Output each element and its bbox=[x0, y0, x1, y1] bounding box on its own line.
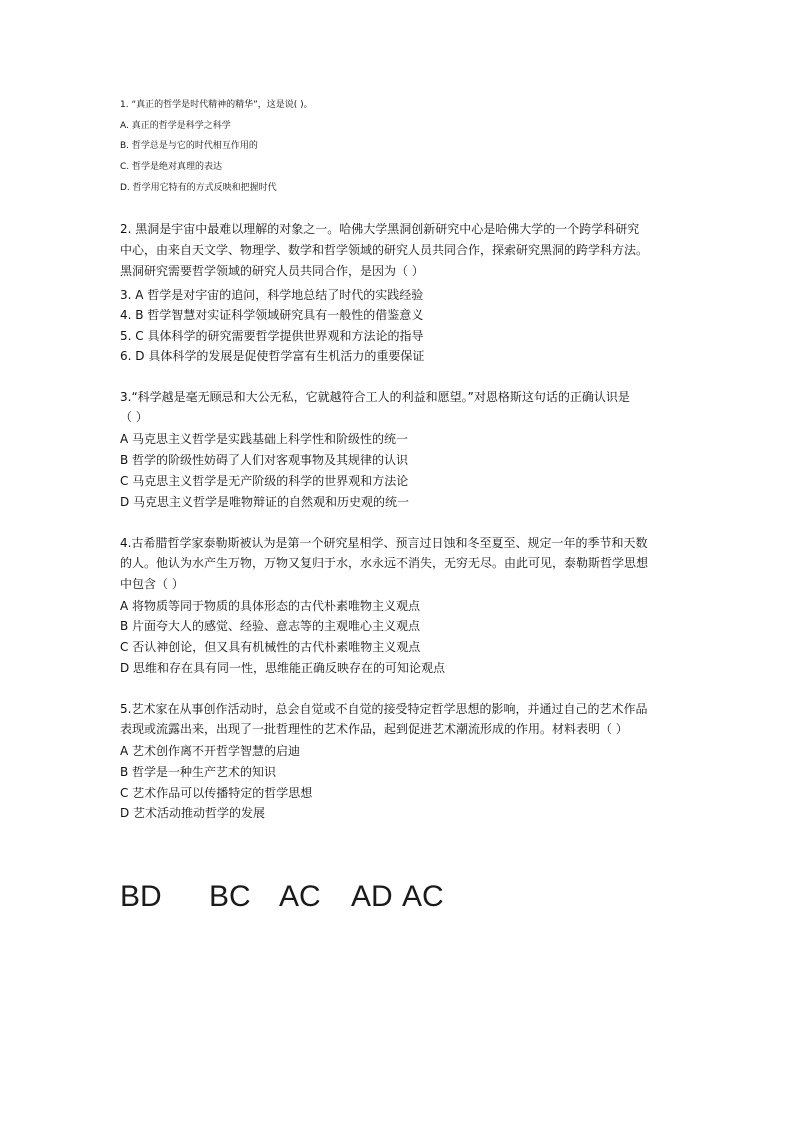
question-5-option-d: D 艺术活动推动哲学的发展 bbox=[120, 806, 266, 820]
question-4-option-c: C 否认神创论，但又具有机械性的古代朴素唯物主义观点 bbox=[120, 640, 421, 654]
answer-4: AD bbox=[351, 880, 393, 913]
question-4-option-d: D 思维和存在具有同一性，思维能正确反映存在的可知论观点 bbox=[120, 661, 446, 675]
question-3-option-a: A 马克思主义哲学是实践基础上科学性和阶级性的统一 bbox=[120, 432, 409, 446]
question-2-option-c: 5. C 具体科学的研究需要哲学提供世界观和方法论的指导 bbox=[120, 329, 424, 343]
question-5-option-b: B 哲学是一种生产艺术的知识 bbox=[120, 765, 277, 779]
question-1-option-a: A. 真正的哲学是科学之科学 bbox=[120, 121, 231, 131]
question-1-option-c: C. 哲学是绝对真理的表达 bbox=[120, 162, 223, 172]
question-5-option-c: C 艺术作品可以传播特定的哲学思想 bbox=[120, 786, 313, 800]
question-5-stem-line-2: 表现或流露出来，出现了一批哲理性的艺术作品，起到促进艺术潮流形成的作用。材料表明（ ） bbox=[120, 722, 628, 736]
question-1-stem: 1. “真正的哲学是时代精神的精华”，这是说( )。 bbox=[120, 100, 313, 110]
question-3-stem-line-1: 3.“科学越是毫无顾忌和大公无私，它就越符合工人的利益和愿望。”对恩格斯这句话的正确认识是 bbox=[120, 390, 630, 404]
question-2-option-b: 4. B 哲学智慧对实证科学领域研究具有一般性的借鉴意义 bbox=[120, 308, 424, 322]
question-4-stem-line-1: 4.古希腊哲学家泰勒斯被认为是第一个研究星相学、预言过日蚀和冬至夏至、规定一年的季节和天数 bbox=[120, 536, 648, 550]
question-2-stem-line-1: 2. 黑洞是宇宙中最难以理解的对象之一。哈佛大学黑洞创新研究中心是哈佛大学的一个跨学科研究 bbox=[120, 222, 640, 236]
question-3-option-c: C 马克思主义哲学是无产阶级的科学的世界观和方法论 bbox=[120, 474, 409, 488]
question-2-option-a: 3. A 哲学是对宇宙的追问，科学地总结了时代的实践经验 bbox=[120, 288, 424, 302]
question-4-option-a: A 将物质等同于物质的具体形态的古代朴素唯物主义观点 bbox=[120, 599, 421, 613]
answer-1: BD bbox=[120, 880, 162, 913]
answer-2: BC bbox=[209, 880, 251, 913]
question-3-option-b: B 哲学的阶级性妨碍了人们对客观事物及其规律的认识 bbox=[120, 453, 409, 467]
question-2-option-d: 6. D 具体科学的发展是促使哲学富有生机活力的重要保证 bbox=[120, 349, 425, 363]
question-4-stem-line-3: 中包含（ ） bbox=[120, 577, 184, 591]
question-1-option-d: D. 哲学用它特有的方式反映和把握时代 bbox=[120, 183, 277, 193]
question-4-option-b: B 片面夸大人的感觉、经验、意志等的主观唯心主义观点 bbox=[120, 619, 421, 633]
answer-3: AC bbox=[279, 880, 321, 913]
question-2-stem-line-2: 中心，由来自天文学、物理学、数学和哲学领域的研究人员共同合作，探索研究黑洞的跨学科方法。 bbox=[120, 243, 649, 257]
question-1-option-b: B. 哲学总是与它的时代相互作用的 bbox=[120, 141, 258, 151]
question-3-stem-line-2: （ ） bbox=[120, 410, 148, 424]
answer-5: AC bbox=[402, 880, 444, 913]
question-5-option-a: A 艺术创作离不开哲学智慧的启迪 bbox=[120, 744, 301, 758]
question-3-option-d: D 马克思主义哲学是唯物辩证的自然观和历史观的统一 bbox=[120, 495, 410, 509]
question-4-stem-line-2: 的人。他认为水产生万物，万物又复归于水，水永远不消失，无穷无尽。由此可见，泰勒斯哲学思想 bbox=[120, 556, 649, 570]
question-2-stem-line-3: 黑洞研究需要哲学领域的研究人员共同合作，是因为（ ） bbox=[120, 264, 424, 278]
question-5-stem-line-1: 5.艺术家在从事创作活动时，总会自觉或不自觉的接受特定哲学思想的影响，并通过自己的艺术作品 bbox=[120, 702, 648, 716]
